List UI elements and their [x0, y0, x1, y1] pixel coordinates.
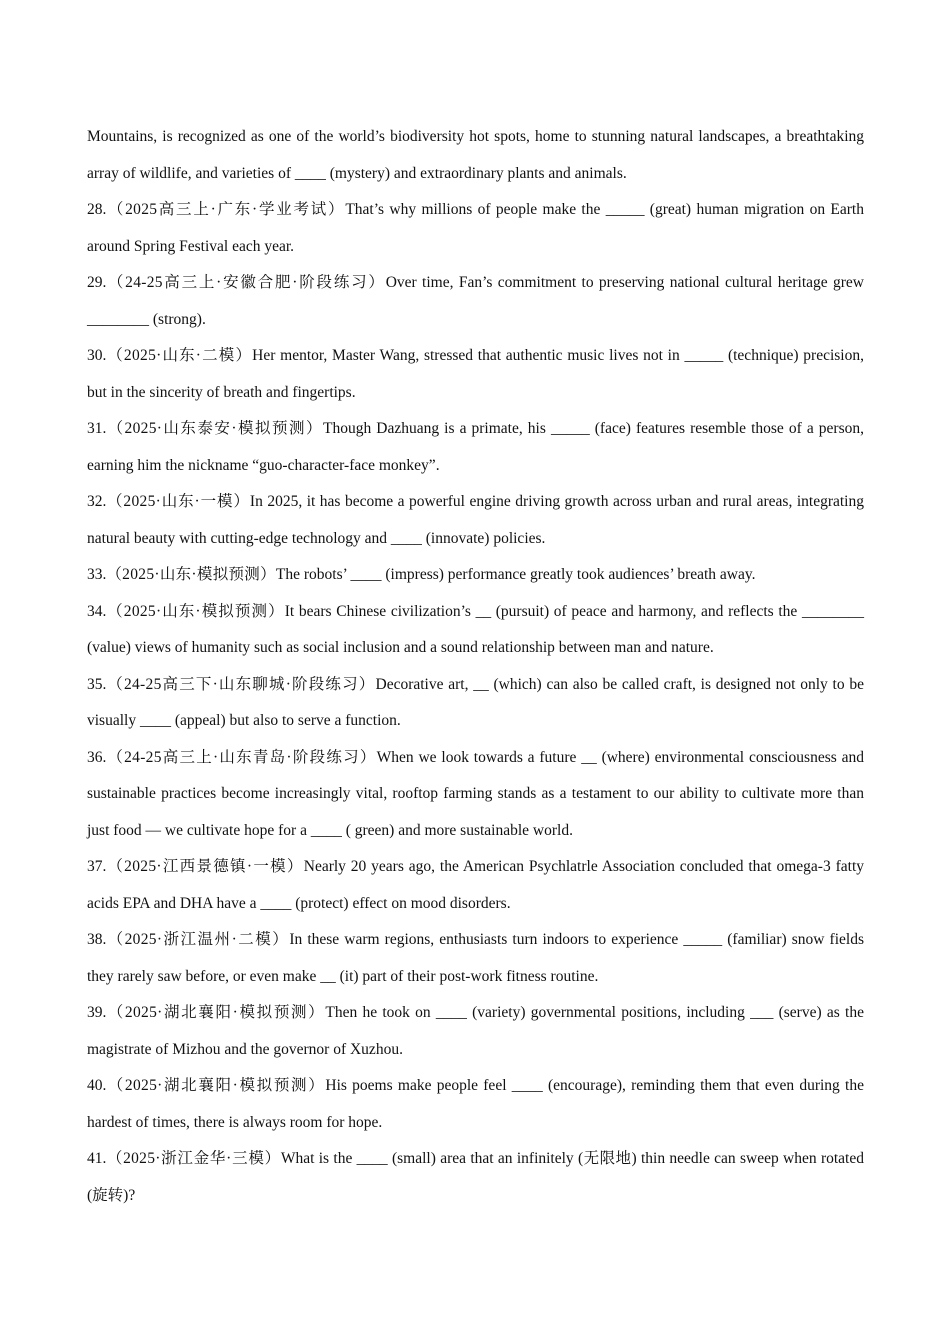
question-source: （2025·山东·模拟预测）	[106, 566, 276, 583]
question-list	[87, 192, 864, 1214]
question-source: （2025·山东泰安·模拟预测）	[106, 420, 323, 437]
document-page	[87, 119, 864, 1214]
question-source: （2025高三上·广东·学业考试）	[106, 201, 346, 218]
question-number: 32.	[87, 493, 107, 510]
question-text: Though Dazhuang is a primate, his _____ (face) features resemble those of a person, earning him the nickname “guo-character-face monkey”.	[87, 420, 864, 474]
question-text: The robots’ ____ (impress) performance greatly took audiences’ breath away.	[275, 566, 756, 583]
question-text: Over time, Fan’s commitment to preserving national cultural heritage grew ________ (strong).	[87, 274, 864, 328]
question-item	[87, 484, 864, 557]
lead-paragraph: Mountains, is recognized as one of the world’s biodiversity hot spots, home to stunning natural landscapes, a breathtaking array of wildlife, and varieties of ____ (mystery) and extraordinary plants and animals.	[87, 128, 864, 182]
question-number: 37.	[87, 858, 107, 875]
question-source: （24-25高三下·山东聊城·阶段练习）	[106, 675, 376, 693]
question-number: 30.	[87, 347, 107, 364]
question-text: Then he took on ____ (variety) governmental positions, including ___ (serve) as the magistrate of Mizhou and the governor of Xuzhou.	[87, 1004, 864, 1058]
question-number: 28.	[87, 201, 107, 218]
question-item	[87, 667, 864, 740]
question-number: 29.	[87, 274, 107, 291]
question-source: （2025·浙江金华·三模）	[106, 1150, 281, 1167]
question-source: （24-25高三上·山东青岛·阶段练习）	[106, 748, 377, 766]
question-number: 40.	[87, 1077, 107, 1094]
question-text: His poems make people feel ____ (encourage), reminding them that even during the hardest of times, there is always room for hope.	[87, 1077, 864, 1131]
question-source: （24-25高三上·安徽合肥·阶段练习）	[106, 274, 386, 291]
question-number: 35.	[87, 675, 107, 693]
question-source: （2025·山东·二模）	[106, 347, 253, 364]
question-item	[87, 1141, 864, 1214]
question-text: Nearly 20 years ago, the American Psychlatrle Association concluded that omega-3 fatty acids EPA and DHA have a ____ (protect) effect on mood disorders.	[87, 858, 865, 912]
question-text: What is the ____ (small) area that an infinitely (无限地) thin needle can sweep when rotated (旋转)?	[87, 1150, 864, 1204]
question-source: （2025·湖北襄阳·模拟预测）	[106, 1004, 326, 1021]
question-source: （2025·山东·一模）	[106, 493, 250, 510]
question-number: 39.	[87, 1004, 107, 1021]
question-source: （2025·山东·模拟预测）	[106, 602, 285, 620]
question-item	[87, 995, 864, 1068]
question-item	[87, 740, 864, 850]
question-item	[87, 411, 864, 484]
question-number: 38.	[87, 931, 107, 948]
question-text: In 2025, it has become a powerful engine driving growth across urban and rural areas, integrating natural beauty with cutting-edge technology and ____ (innovate) policies.	[87, 493, 864, 547]
question-number: 33.	[87, 566, 107, 583]
question-number: 31.	[87, 420, 107, 437]
question-source: （2025·浙江温州·二模）	[106, 931, 290, 948]
question-item	[87, 192, 864, 265]
question-text: In these warm regions, enthusiasts turn indoors to experience _____ (familiar) snow fields they rarely saw before, or even make __ (it) part of their post-work fitness routine.	[87, 931, 864, 985]
question-item	[87, 1068, 864, 1141]
question-text: When we look towards a future __ (where) environmental consciousness and sustainable practices become increasingly vital, rooftop farming stands as a testament to our ability to cultivate more than just food — we cultivate hope for a ____ ( green) and more sustainable world.	[87, 748, 864, 839]
question-number: 36.	[87, 748, 107, 766]
question-item	[87, 922, 864, 995]
question-item	[87, 849, 864, 922]
question-text: Her mentor, Master Wang, stressed that authentic music lives not in _____ (technique) precision, but in the sincerity of breath and fingertips.	[87, 347, 864, 401]
question-source: （2025·江西景德镇·一模）	[106, 858, 304, 875]
question-text: It bears Chinese civilization’s __ (pursuit) of peace and harmony, and reflects the ________ (value) views of humanity such as social inclusion and a sound relationship between man and nature.	[87, 602, 864, 656]
question-item	[87, 594, 864, 667]
question-text: Decorative art, __ (which) can also be called craft, is designed not only to be visually ____ (appeal) but also to serve a function.	[87, 675, 864, 729]
question-number: 41.	[87, 1150, 107, 1167]
question-source: （2025·湖北襄阳·模拟预测）	[106, 1077, 326, 1094]
question-number: 34.	[87, 602, 107, 620]
question-item	[87, 265, 864, 338]
question-item	[87, 557, 864, 594]
question-text: That’s why millions of people make the _____ (great) human migration on Earth around Spring Festival each year.	[87, 201, 864, 255]
question-item	[87, 338, 864, 411]
